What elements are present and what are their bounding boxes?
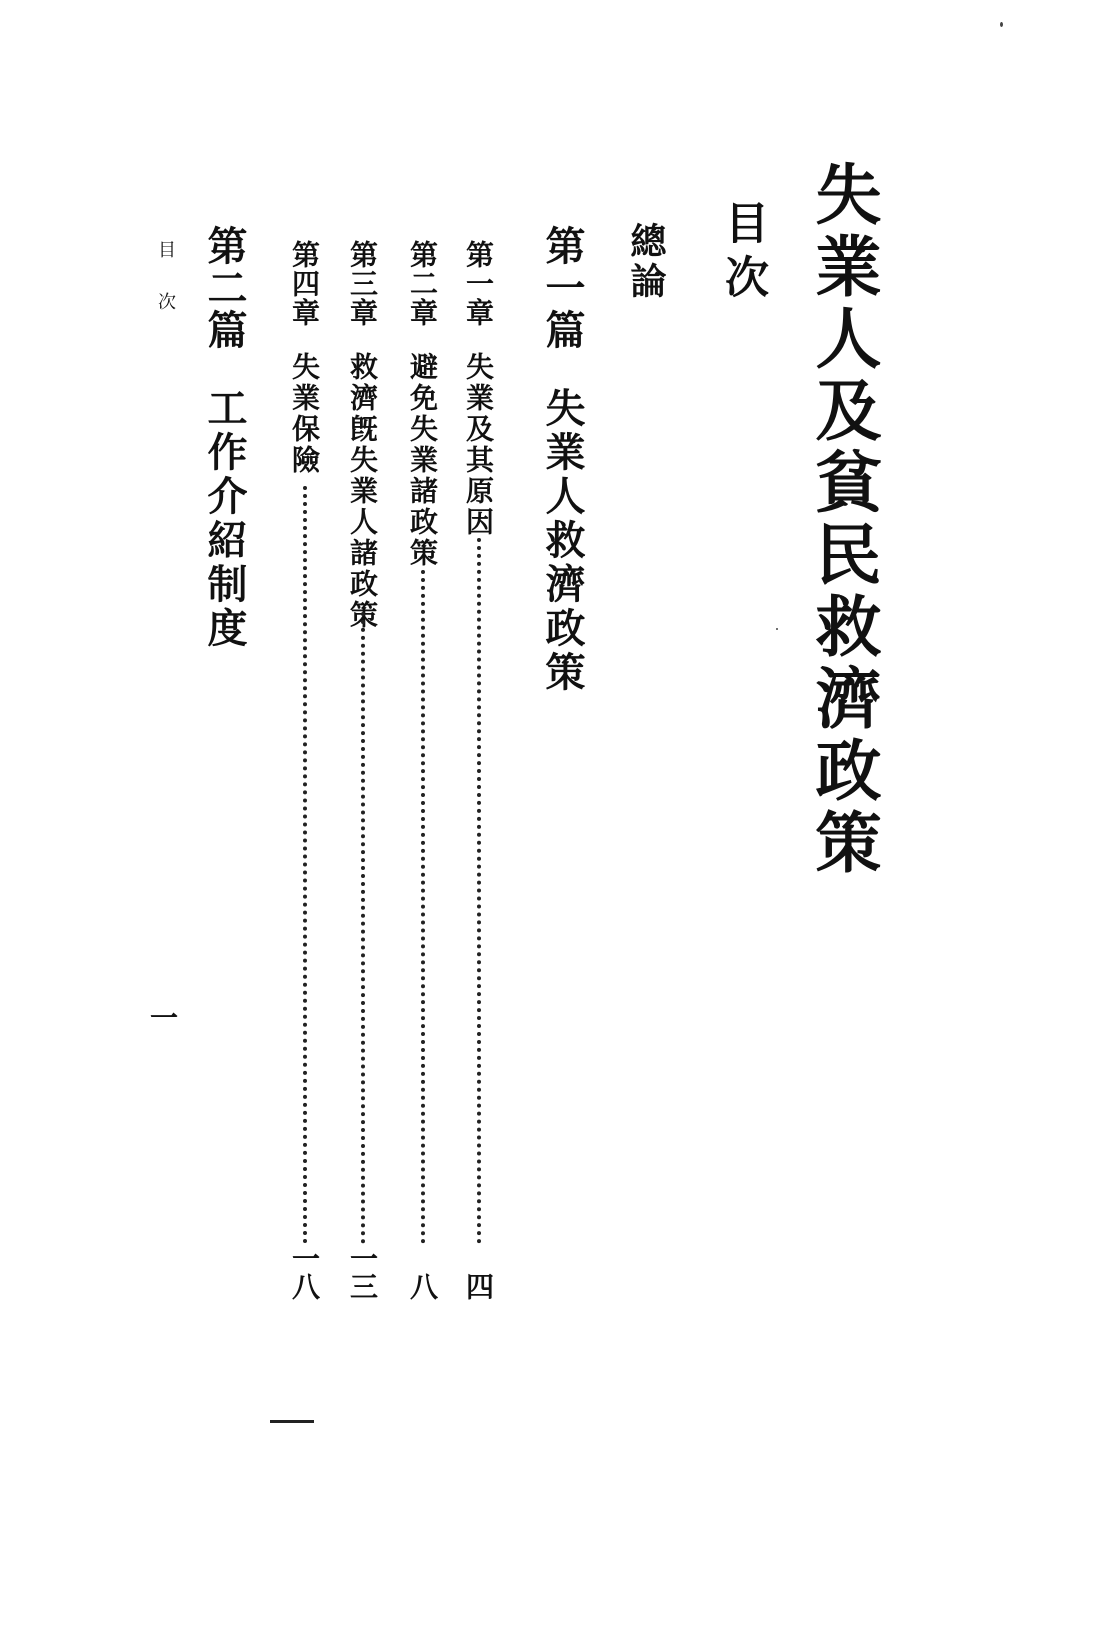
dot-leader <box>421 570 425 1244</box>
chapter-number: 第一章 <box>462 240 495 327</box>
chapter-title: 避免失業諸政策 <box>406 352 439 569</box>
part-title: 工作介紹制度 <box>201 387 248 651</box>
dot-leader <box>361 612 365 1244</box>
toc-heading: 目次 <box>717 200 768 308</box>
running-footer-label: 目次 <box>155 240 176 344</box>
chapter-number: 第三章 <box>346 240 379 327</box>
chapter-page-number: 一八 <box>288 1244 321 1300</box>
scan-speck <box>1000 22 1003 27</box>
scan-speck <box>776 628 778 630</box>
part-number: 第二篇 <box>201 225 248 351</box>
chapter-title: 失業保險 <box>288 352 321 476</box>
chapter-title: 救濟旣失業人諸政策 <box>346 352 379 631</box>
toc-chapter-2[interactable] <box>406 240 440 1300</box>
part-title: 失業人救濟政策 <box>539 387 586 695</box>
toc-chapter-1[interactable] <box>462 240 496 1300</box>
toc-part-1[interactable] <box>539 225 586 695</box>
chapter-page-number: 一三 <box>346 1244 379 1300</box>
page-folio: 一 <box>146 1003 179 1031</box>
dot-leader <box>477 538 481 1244</box>
chapter-page-number: 八 <box>406 1272 439 1300</box>
chapter-number: 第四章 <box>288 240 321 327</box>
book-title: 失業人及貧民救濟政策 <box>804 160 882 880</box>
sheet-mark <box>270 1420 314 1423</box>
toc-entry-general-introduction[interactable]: 總論 <box>625 222 667 302</box>
toc-part-2[interactable] <box>201 225 248 651</box>
dot-leader <box>303 486 307 1244</box>
chapter-page-number: 四 <box>462 1272 495 1300</box>
chapter-number: 第二章 <box>406 240 439 327</box>
toc-chapter-3[interactable] <box>346 240 380 1300</box>
toc-chapter-4[interactable] <box>288 240 322 1300</box>
part-number: 第一篇 <box>539 225 586 351</box>
chapter-title: 失業及其原因 <box>462 352 495 538</box>
